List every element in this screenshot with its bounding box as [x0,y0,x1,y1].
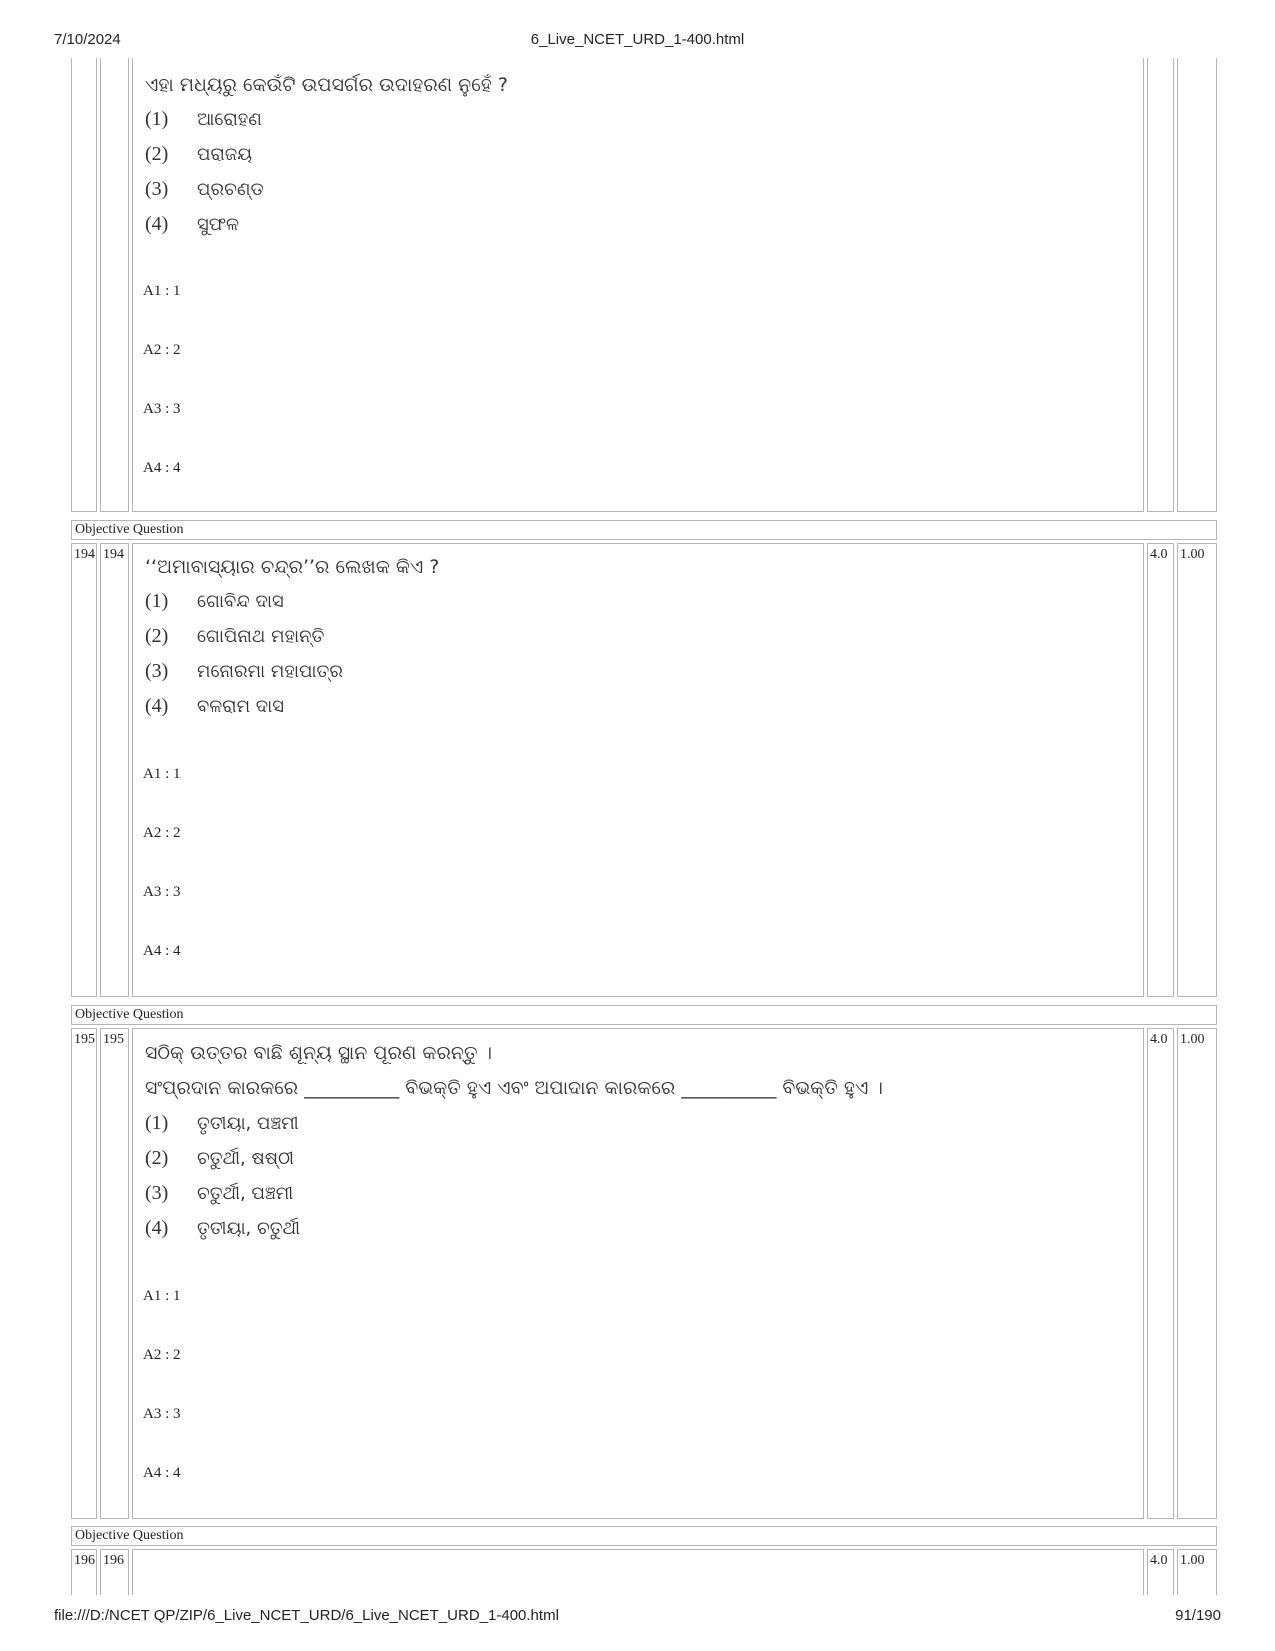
answer-option-1: A1 : 1 [143,283,181,299]
file-path: file:///D:/NCET QP/ZIP/6_Live_NCET_URD/6_Live_NCET_URD_1-400.html [54,1607,559,1624]
answer-option-4: A4 : 4 [143,1465,181,1481]
option-text: ଗୋପିନାଥ ମହାନ୍ତି [197,626,325,647]
qno-cell [100,1549,129,1595]
marks-cell [1147,543,1174,997]
question-cell [132,543,1144,997]
option-number: (1) [145,108,169,130]
option-number: (2) [145,143,169,165]
option-4 [145,695,284,718]
question-text: ସଠିକ୍ ଉତ୍ତର ବାଛି ଶୂନ୍ୟ ସ୍ଥାନ ପୂରଣ କରନ୍ତୁ । [145,1042,493,1064]
page-number: 91/190 [1175,1607,1221,1624]
print-title: 6_Live_NCET_URD_1-400.html [530,31,745,48]
answer-option-4: A4 : 4 [143,460,181,476]
question-number: 194 [103,547,124,562]
option-number: (1) [145,590,169,612]
option-1 [145,108,262,131]
objective-question-label: Objective Question [71,1005,1217,1025]
option-number: (2) [145,1147,169,1169]
objective-question-label: Objective Question [71,1526,1217,1546]
option-1 [145,590,284,613]
marks: 4.0 [1150,547,1168,562]
option-3 [145,178,264,201]
option-text: ତୃତୀୟା, ପଞ୍ଚମୀ [197,1113,299,1134]
marks-cell [1147,1549,1174,1595]
question-cell [132,58,1144,512]
marks: 4.0 [1150,1032,1168,1047]
qno-cell [100,543,129,997]
sno-cell [71,543,97,997]
option-text: ଚତୁର୍ଥୀ, ଷଷ୍ଠୀ [197,1148,294,1169]
option-number: (4) [145,213,169,235]
question-cell [132,1028,1144,1519]
answer-option-2: A2 : 2 [143,825,181,841]
option-text: ପ୍ରଚଣ୍ଡ [197,179,264,200]
option-text: ସୁଫଳ [197,214,240,235]
objective-question-label: Objective Question [71,520,1217,540]
option-1 [145,1112,299,1135]
option-number: (4) [145,1217,169,1239]
serial-number: 194 [74,547,95,562]
option-2 [145,143,252,166]
option-2 [145,1147,294,1170]
option-text: ତୃତୀୟା, ଚତୁର୍ଥୀ [197,1218,301,1239]
answer-option-1: A1 : 1 [143,1288,181,1304]
answer-option-3: A3 : 3 [143,401,181,417]
qno-cell [100,1028,129,1519]
answer-option-2: A2 : 2 [143,342,181,358]
marks-cell [1147,1028,1174,1519]
answer-option-3: A3 : 3 [143,884,181,900]
negative-cell [1177,1028,1217,1519]
option-text: ମନୋରମା ମହାପାତ୍ର [197,661,343,682]
negative-marks: 1.00 [1180,1553,1205,1568]
option-text: ଚତୁର୍ଥୀ, ପଞ୍ଚମୀ [197,1183,294,1204]
marks: 4.0 [1150,1553,1168,1568]
answer-option-4: A4 : 4 [143,943,181,959]
answer-option-3: A3 : 3 [143,1406,181,1422]
negative-marks: 1.00 [1180,547,1205,562]
print-date: 7/10/2024 [54,31,121,48]
option-number: (3) [145,660,169,682]
serial-number: 195 [74,1032,95,1047]
option-text: ଆରୋହଣ [197,109,262,130]
question-text: ‘‘ଅମାବାସ୍ୟାର ଚନ୍ଦ୍ର’’ର ଲେଖକ କିଏ ? [145,556,440,578]
qno-cell [100,58,129,512]
question-number: 196 [103,1553,124,1568]
question-cell [132,1549,1144,1595]
negative-cell [1177,543,1217,997]
marks-cell [1147,58,1174,512]
option-number: (1) [145,1112,169,1134]
question-text: ଏହା ମଧ୍ୟରୁ କେଉଁଟି ଉପସର୍ଗର ଉଦାହରଣ ନୁହେଁ ? [145,74,508,96]
question-number: 195 [103,1032,124,1047]
answer-option-1: A1 : 1 [143,766,181,782]
serial-number: 196 [74,1553,95,1568]
negative-marks: 1.00 [1180,1032,1205,1047]
negative-cell [1177,1549,1217,1595]
option-text: ପରାଜୟ [197,144,253,165]
question-text-fill-blank: ସଂପ୍ରଦାନ କାରକରେ __________ ବିଭକ୍ତି ହୁଏ ଏବଂ ଅପାଦାନ କାରକରେ __________ ବିଭକ୍ତି ହୁଏ । [145,1077,883,1099]
option-text: ବଳରାମ ଦାସ [197,696,284,717]
sno-cell [71,58,97,512]
option-4 [145,213,239,236]
option-3 [145,1182,293,1205]
sno-cell [71,1028,97,1519]
option-number: (2) [145,625,169,647]
option-number: (3) [145,178,169,200]
answer-option-2: A2 : 2 [143,1347,181,1363]
sno-cell [71,1549,97,1595]
option-number: (4) [145,695,169,717]
negative-cell [1177,58,1217,512]
option-4 [145,1217,300,1240]
option-3 [145,660,343,683]
option-text: ଗୋବିନ୍ଦ ଦାସ [197,591,284,612]
option-2 [145,625,324,648]
option-number: (3) [145,1182,169,1204]
